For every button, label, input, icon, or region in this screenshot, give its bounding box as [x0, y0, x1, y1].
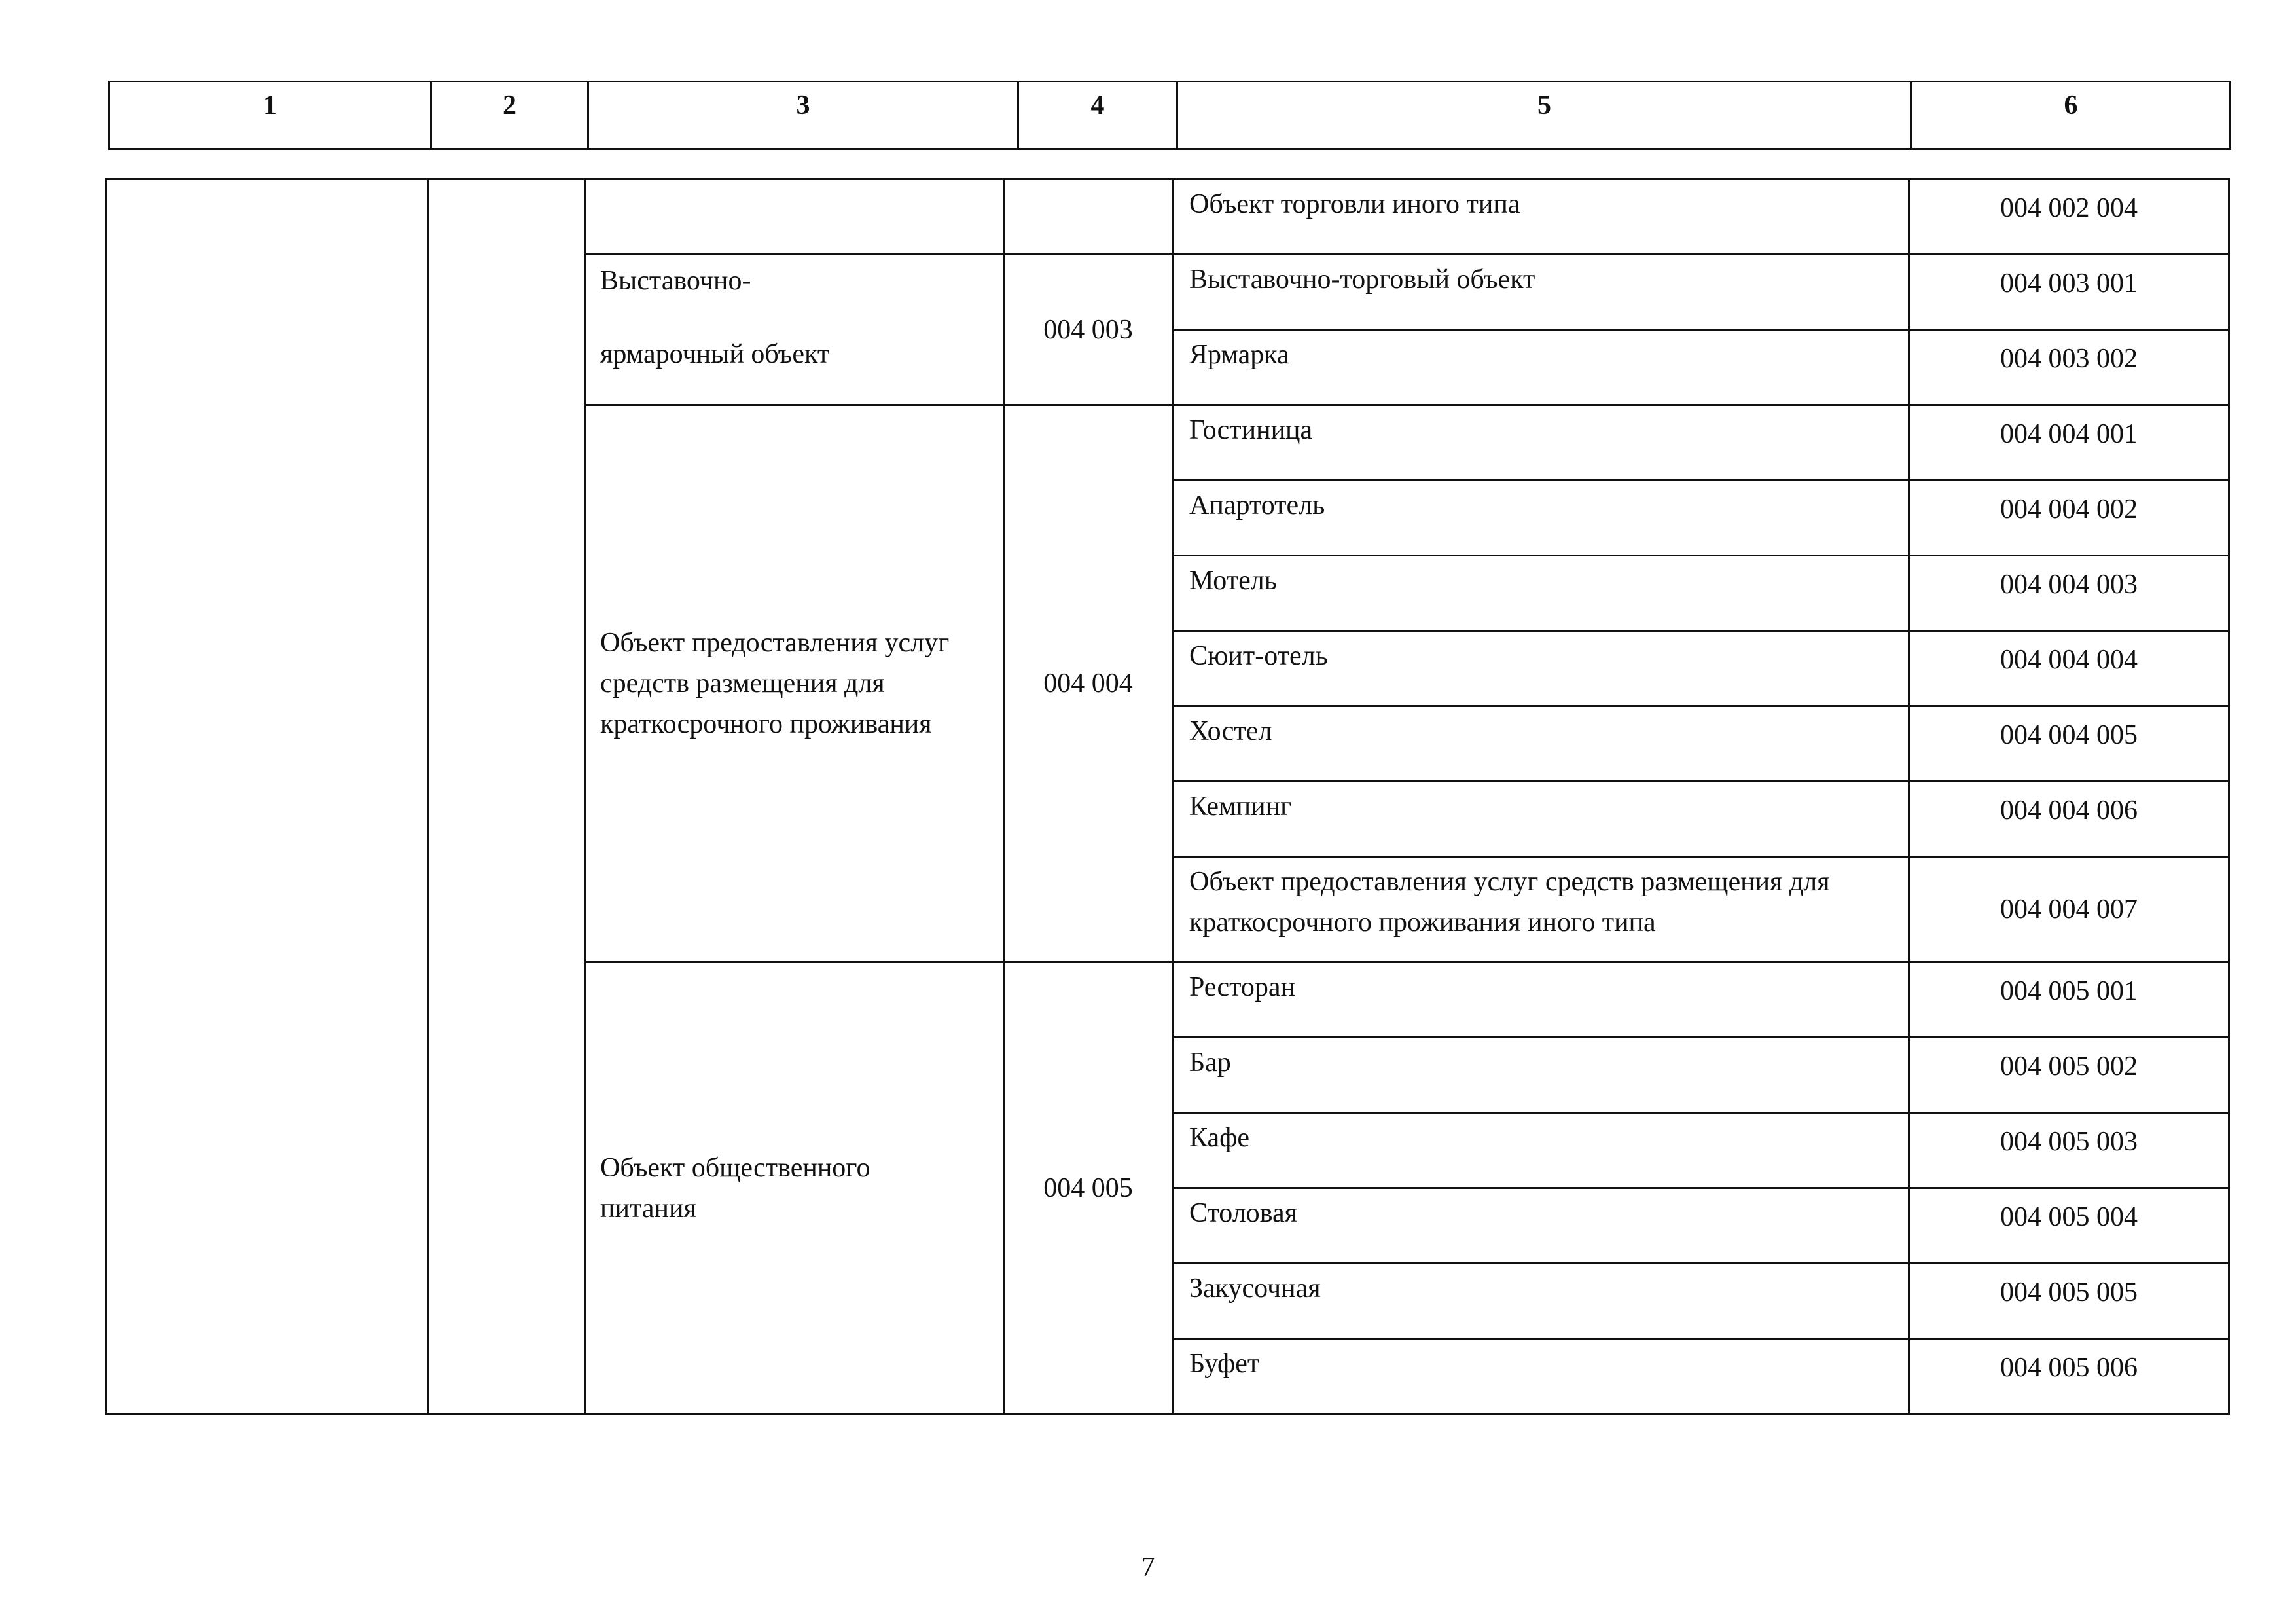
object-type-name: Ярмарка: [1173, 330, 1909, 405]
col1-empty-cell: [106, 179, 428, 1414]
object-type-name: Ресторан: [1173, 962, 1909, 1038]
object-type-name: Объект торговли иного типа: [1173, 179, 1909, 255]
category-expo-fair: [585, 255, 1004, 405]
object-type-code: 004 004 006: [1909, 782, 2229, 857]
object-type-name: Бар: [1173, 1038, 1909, 1113]
object-type-name: Буфет: [1173, 1339, 1909, 1414]
object-type-code: 004 004 005: [1909, 706, 2229, 782]
category-label-line: краткосрочного проживания: [600, 709, 932, 739]
object-type-code: 004 005 004: [1909, 1188, 2229, 1264]
object-type-code: 004 004 003: [1909, 556, 2229, 631]
object-type-name: Мотель: [1173, 556, 1909, 631]
header-col-3: 3: [588, 82, 1018, 149]
column-number-header: [108, 81, 2231, 150]
category-accommodation: [585, 405, 1004, 962]
category-catering: [585, 962, 1004, 1414]
category-label-line: средств размещения для: [600, 668, 885, 699]
object-type-name: Закусочная: [1173, 1264, 1909, 1339]
object-type-code: 004 004 002: [1909, 481, 2229, 556]
header-col-1: 1: [109, 82, 431, 149]
object-type-code: 004 004 004: [1909, 631, 2229, 706]
object-type-name: Хостел: [1173, 706, 1909, 782]
object-type-name: Гостиница: [1173, 405, 1909, 481]
category-code: 004 004: [1004, 405, 1173, 962]
category-code: 004 005: [1004, 962, 1173, 1414]
object-type-code: 004 005 002: [1909, 1038, 2229, 1113]
object-type-name: Кафе: [1173, 1113, 1909, 1188]
object-type-code: 004 004 001: [1909, 405, 2229, 481]
object-type-code: 004 004 007: [1909, 857, 2229, 962]
object-type-name: Объект предоставления услуг средств размещения для краткосрочного проживания иного типа: [1173, 857, 1909, 962]
object-type-name: Сюит-отель: [1173, 631, 1909, 706]
page-number: 7: [1141, 1552, 1155, 1582]
object-type-code: 004 005 001: [1909, 962, 2229, 1038]
object-type-name: Выставочно-торговый объект: [1173, 255, 1909, 330]
object-type-code: 004 002 004: [1909, 179, 2229, 255]
category-label-line: питания: [600, 1193, 696, 1224]
object-type-name: Апартотель: [1173, 481, 1909, 556]
category-label-line: Объект общественного: [600, 1152, 870, 1183]
object-type-code: 004 005 005: [1909, 1264, 2229, 1339]
object-type-code: 004 003 001: [1909, 255, 2229, 330]
category-code: 004 003: [1004, 255, 1173, 405]
col3-empty-cell: [585, 179, 1004, 255]
category-label-line: Объект предоставления услуг: [600, 628, 950, 658]
classifier-table: [105, 178, 2230, 1415]
object-type-code: 004 005 003: [1909, 1113, 2229, 1188]
object-type-code: 004 003 002: [1909, 330, 2229, 405]
object-type-name: Кемпинг: [1173, 782, 1909, 857]
category-label-line: Выставочно-: [600, 266, 751, 296]
table-row: [106, 179, 2229, 255]
object-type-code: 004 005 006: [1909, 1339, 2229, 1414]
object-type-name: Столовая: [1173, 1188, 1909, 1264]
header-col-2: 2: [431, 82, 588, 149]
header-row: [109, 82, 2231, 149]
col4-empty-cell: [1004, 179, 1173, 255]
category-label-line: ярмарочный объект: [600, 339, 830, 369]
header-col-4: 4: [1018, 82, 1177, 149]
header-col-6: 6: [1912, 82, 2231, 149]
col2-empty-cell: [428, 179, 585, 1414]
header-col-5: 5: [1177, 82, 1912, 149]
